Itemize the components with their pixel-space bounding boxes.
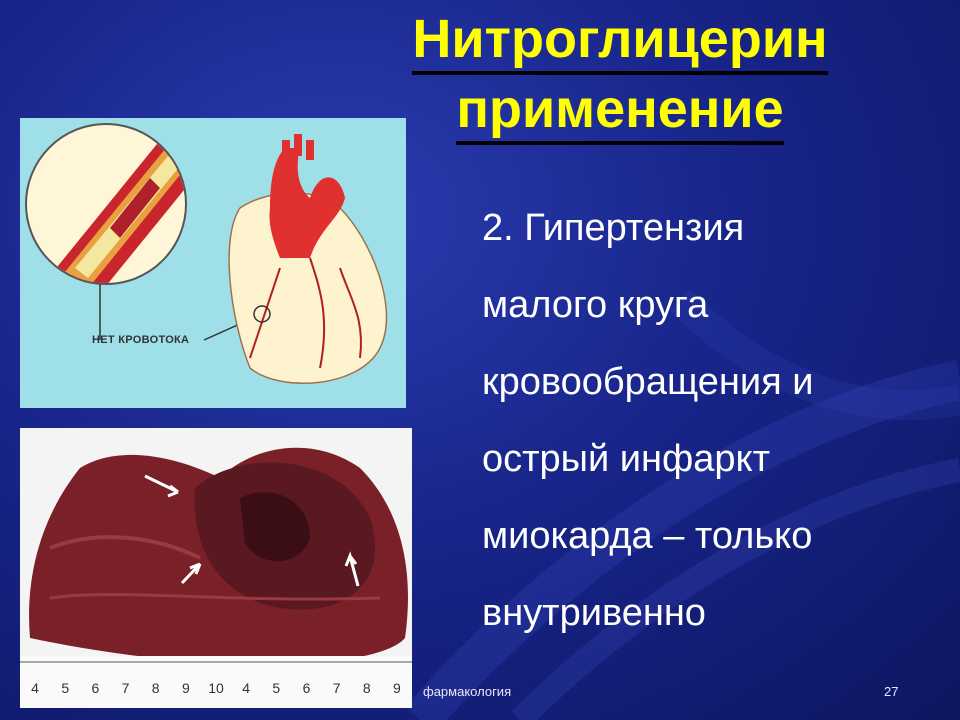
body-text	[482, 190, 922, 652]
title-line-2: применение	[456, 77, 783, 145]
ruler-number: 9	[181, 680, 190, 696]
heart-illustration	[20, 118, 406, 408]
body-line: внутривенно	[482, 592, 706, 634]
ruler-number: 7	[121, 680, 130, 696]
infarct-photo	[20, 428, 412, 708]
ruler-number: 4	[242, 680, 251, 696]
heart-artery-diagram	[20, 118, 406, 408]
ruler-scale	[20, 680, 412, 696]
myocardium-specimen	[20, 428, 412, 708]
body-line: малого круга	[482, 284, 709, 326]
ruler-number: 4	[31, 680, 39, 696]
ruler-number: 8	[151, 680, 160, 696]
page-number: 27	[884, 684, 899, 699]
no-blood-flow-label: НЕТ КРОВОТОКА	[92, 334, 190, 346]
body-line: острый инфаркт	[482, 438, 770, 480]
body-line: миокарда – только	[482, 515, 813, 557]
title-line-1: Нитроглицерин	[412, 7, 827, 75]
footer-subject: фармакология	[423, 684, 512, 699]
ruler-number: 5	[272, 680, 281, 696]
ruler-number: 7	[332, 680, 341, 696]
body-line: кровообращения и	[482, 361, 814, 403]
body-line: 2. Гипертензия	[482, 207, 745, 249]
ruler-number: 6	[91, 680, 100, 696]
ruler-number: 8	[362, 680, 371, 696]
ruler-number: 10	[208, 680, 224, 696]
ruler-number: 6	[302, 680, 311, 696]
ruler-number: 5	[61, 680, 70, 696]
ruler-number: 9	[393, 680, 401, 696]
